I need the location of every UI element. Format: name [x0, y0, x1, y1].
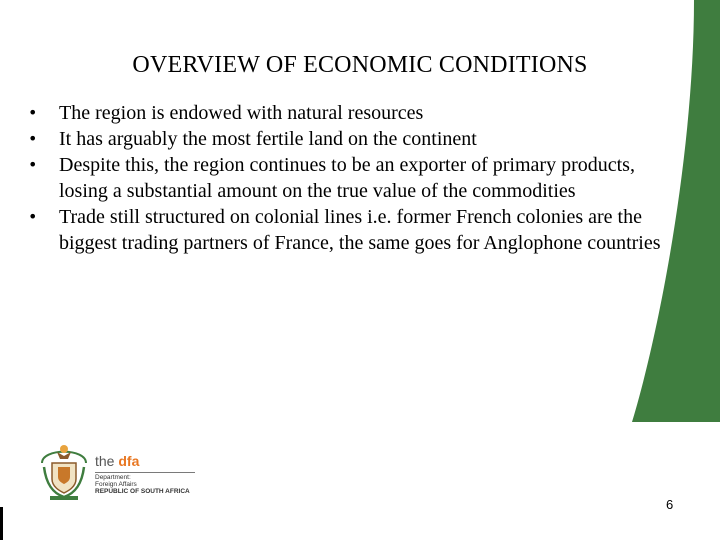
bullet-dot-icon: •	[28, 155, 38, 174]
list-item	[28, 100, 668, 126]
bullet-text: The region is endowed with natural resources	[59, 102, 424, 124]
bullet-text: Despite this, the region continues to be an exporter of primary products, losing a substantial amount on the true value of the commodities	[59, 154, 635, 202]
list-item	[28, 152, 668, 204]
bullet-dot-icon: •	[28, 207, 38, 226]
list-item	[28, 126, 668, 152]
bullet-dot-icon: •	[28, 129, 38, 148]
page-number: 6	[666, 497, 674, 512]
department-name: Department: Foreign Affairs REPUBLIC OF SOUTH AFRICA	[95, 474, 190, 495]
dfa-brand: the dfa	[95, 453, 140, 469]
bullet-dot-icon: •	[28, 103, 38, 122]
slide-title: OVERVIEW OF ECONOMIC CONDITIONS	[132, 52, 588, 78]
brand-divider	[95, 472, 195, 473]
left-edge-mark	[0, 507, 3, 540]
list-item	[28, 204, 668, 256]
bullet-text: It has arguably the most fertile land on the continent	[59, 128, 477, 150]
bullet-list	[28, 100, 668, 256]
bullet-text: Trade still structured on colonial lines i.e. former French colonies are the biggest trading partners of France, the same goes for Anglophone countries	[59, 206, 661, 254]
